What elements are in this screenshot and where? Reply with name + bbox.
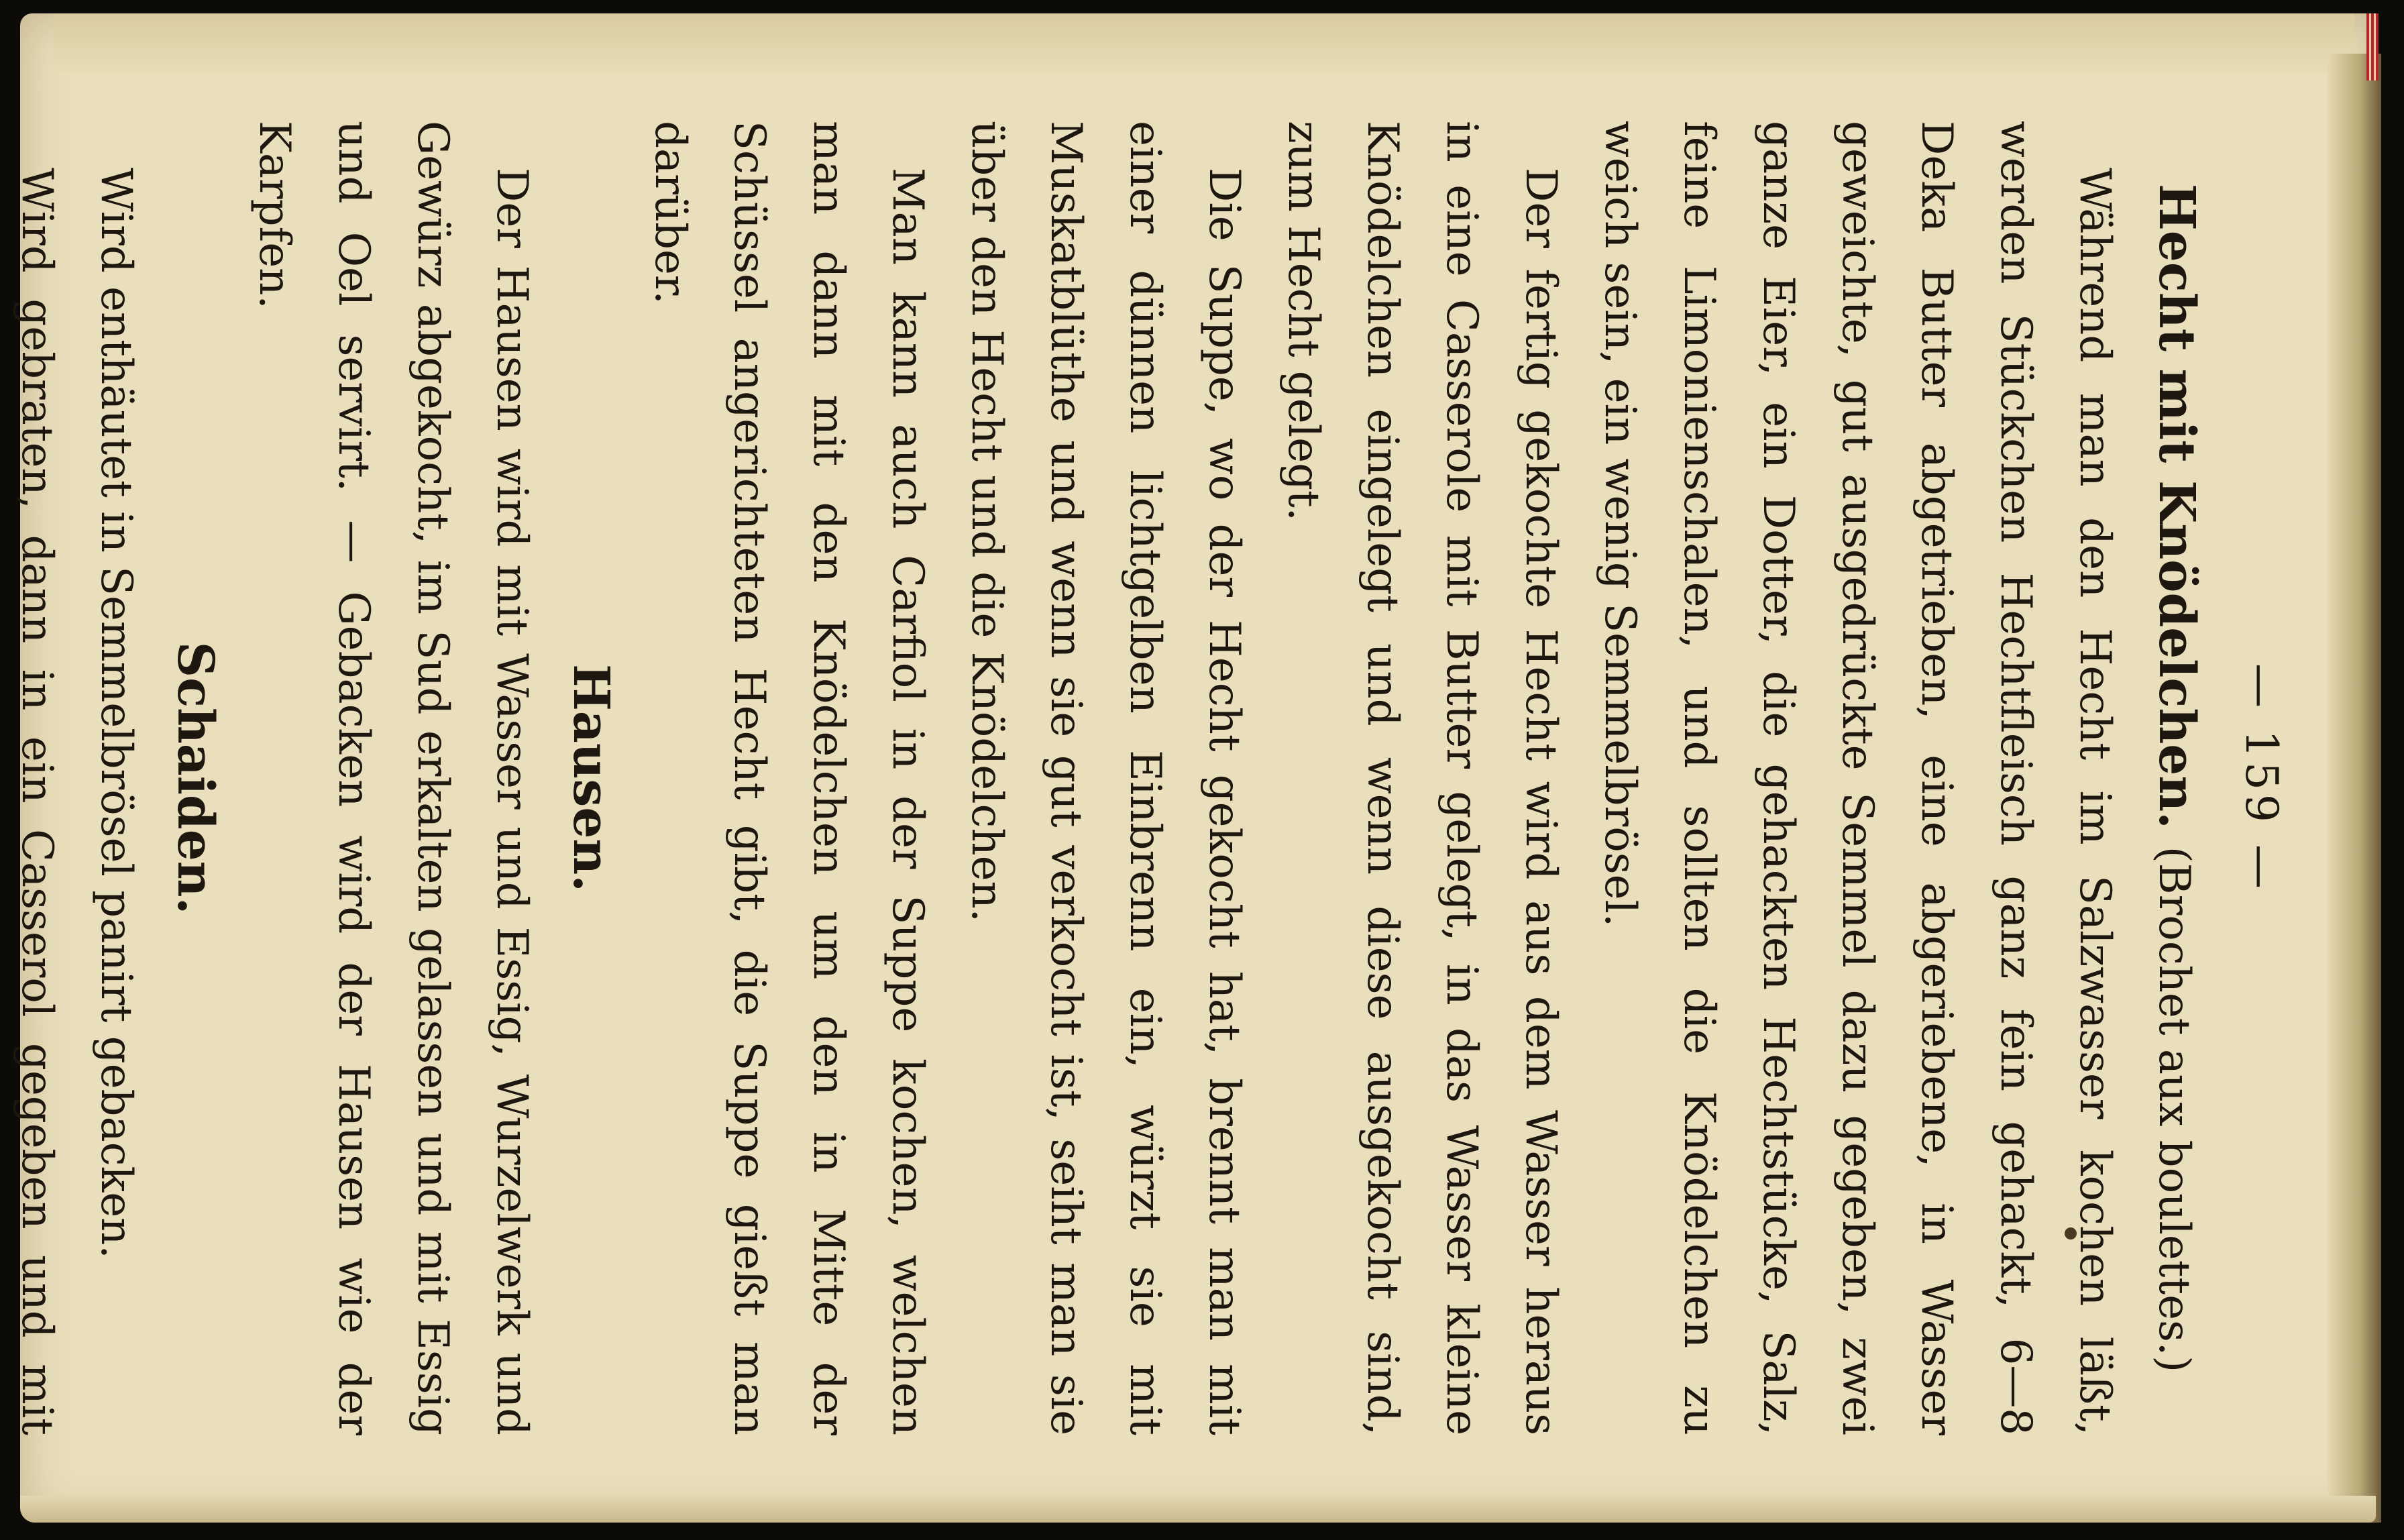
section-hecht xyxy=(631,121,2216,1435)
paragraph: Wird gebraten, dann in ein Casserol gegeben und mit xyxy=(12,168,62,1435)
paragraph: Die Suppe, wo der Hecht gekocht hat, brennt man mit einer dünnen lichtgelben Einbrenn ein, würzt sie mit Muskatblüthe und wenn sie gut verkocht ist, seiht man sie über den Hecht und die Knödelchen. xyxy=(962,121,1249,1435)
section-title: Schaiden. xyxy=(166,641,224,915)
paragraph: Wird enthäutet in Semmelbrösel panirt gebacken. xyxy=(91,168,141,1259)
paragraph: Während man den Hecht im Salzwasser kochen läßt, werden Stückchen Hechtfleisch ganz fein gehackt, 6—8 Deka Butter abgetrieben, eine abgeriebene, in Wasser geweichte, gut ausgedrückte Semmel dazu gegeben, zwei ganze Eier, ein Dotter, die gehackten Hechtstücke, Salz, feine Limonienschalen, und sollten die Knödelchen zu weich sein, ein wenig Semmelbrösel. xyxy=(1595,121,2120,1435)
book-gutter xyxy=(2328,54,2381,1523)
rotated-text-block xyxy=(12,121,2301,1435)
paragraph: Der fertig gekochte Hecht wird aus dem Wasser heraus in eine Casserole mit Butter gelegt, in das Wasser kleine Knödelchen eingelegt und wenn diese ausgekocht sind, zum Hecht gelegt. xyxy=(1278,121,1566,1435)
section-title: Hecht mit Knödelchen. (Brochet aux boulettes.) xyxy=(2148,183,2205,1373)
paragraph: Man kann auch Carfiol in der Suppe kochen, welchen man dann mit den Knödelchen um den in Mitte der Schüssel angerichteten Hecht gibt, die Suppe gießt man darüber. xyxy=(645,121,932,1435)
section-hausen xyxy=(235,121,631,1435)
page-number: — 159 — xyxy=(2236,663,2287,893)
page-bottom-edge xyxy=(20,1496,2376,1523)
paragraph: Der Hausen wird mit Wasser und Essig, Wurzelwerk und Gewürz abgekocht, im Sud erkalten gelassen und mit Essig und Oel servirt. — Gebacken wird der Hausen wie der Karpfen. xyxy=(250,121,537,1435)
section-title: Hausen. xyxy=(562,664,620,892)
section-schaiden xyxy=(0,121,235,1435)
page-edge-marbling xyxy=(2366,13,2379,80)
page-top-edge xyxy=(54,13,2354,74)
